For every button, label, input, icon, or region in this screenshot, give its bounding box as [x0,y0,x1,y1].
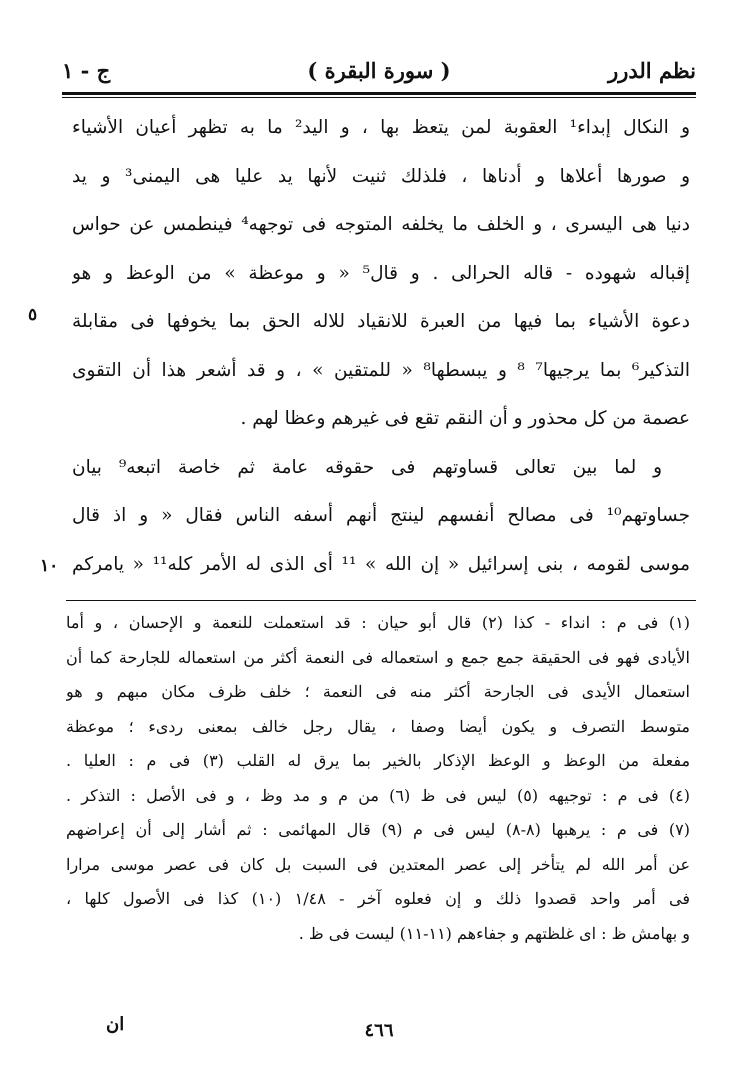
header-rule-thin [62,97,696,98]
text-line: إقباله شهوده - قاله الحرالى . و قال⁵ « و موعظة » من الوعظ و هو [72,262,690,284]
text-line: و صورها أعلاها و أدناها ، فلذلك ثنيت لأنها يد عليا هى اليمنى³ و يد [72,165,690,187]
main-text [72,104,690,589]
text-line: موسى لقومه ، بنى إسرائيل « إن الله » ¹¹ أى الذى له الأمر كله¹¹ « يامركم [72,553,690,575]
text-line: جساوتهم¹⁰ فى مصالح أنفسهم لينتج أنهم أسفه الناس فقال « و اذ قال [72,505,690,526]
page-number: ٤٦٦ [364,1020,394,1041]
page-footer [62,1014,696,1050]
header-rule [62,92,696,95]
running-header [62,52,696,92]
footnote-line: استعمال الأيدى فى الجارحة أكثر منه فى النعمة ؛ خلف ظرف مكان مبهم و هو [66,682,690,701]
footnote-line: فى أمر واحد قصدوا ذلك و إن فعلوه آخر - ١/٤٨ (١٠) كذا فى الأصول كلها ، [66,889,690,908]
text-line: عصمة من كل محذور و أن النقم تقع فى غيرهم وعظا لهم . [240,408,690,429]
footnotes [66,606,690,951]
text-line: و لما بين تعالى قساوتهم فى حقوقه عامة ثم خاصة اتبعه⁹ بيان [72,456,663,478]
line-number-10: ١٠ [40,556,59,576]
text-line: التذكير⁶ بما يرجيها⁷ ⁸ و يبسطها⁸ « للمتقين » ، و قد أشعر هذا أن التقوى [72,359,690,381]
part-label: ج - ١ [62,58,111,83]
footnote-line: (٤) فى م : توجيهه (٥) ليس فى ظ (٦) من م و مد وظ ، و فى الأصل : التذكر . [66,785,690,805]
footnote-line: و بهامش ظ : اى غلظتهم و جفاءهم (١١-١١) ليست فى ظ . [298,923,690,943]
text-line: و النكال إبداء¹ العقوبة لمن يتعظ بها ، و اليد² ما به تظهر أعيان الأشياء [72,117,690,138]
catchword: ان [106,1014,125,1035]
line-number-5: ٥ [28,305,38,325]
footnote-line: مفعلة من الوعظ و الوعظ الإذكار بالخير بما يرق له القلب (٣) فى م : العليا . [66,751,690,770]
footnote-line: (٧) فى م : يرهبها (٨-٨) ليس فى م (٩) قال المهائمى : ثم أشار إلى أن إعراضهم [66,820,690,839]
footnote-line: متوسط التصرف و يكون أيضا وصفا ، يقال رجل خالف بمعنى ردىء ؛ موعظة [66,716,690,736]
surah-title: ( سورة البقرة ) [307,58,451,83]
text-line: دعوة الأشياء بما فيها من العبرة للانقياد للاله الحق بما يخوفها فى مقابلة [72,311,690,332]
footnote-line: الأيادى فهو فى الحقيقة جمع جمع و استعماله فى النعمة أكثر من استعماله للجارحة كما أن [66,647,690,667]
footnote-line: (١) فى م : انداء - كذا (٢) قال أبو حيان : قد استعملت للنعمة و الإحسان ، و أما [66,613,690,632]
footnote-line: عن أمر الله لم يتأخر إلى عصر المعتدين فى السبت بل كان فى عصر موسى مرارا [66,854,690,874]
book-title: نظم الدرر [608,58,696,83]
footnote-rule [66,600,696,601]
text-line: دنيا هى اليسرى ، و الخلف ما يخلفه المتوجه فى توجهه⁴ فينطمس عن حواس [72,214,690,235]
